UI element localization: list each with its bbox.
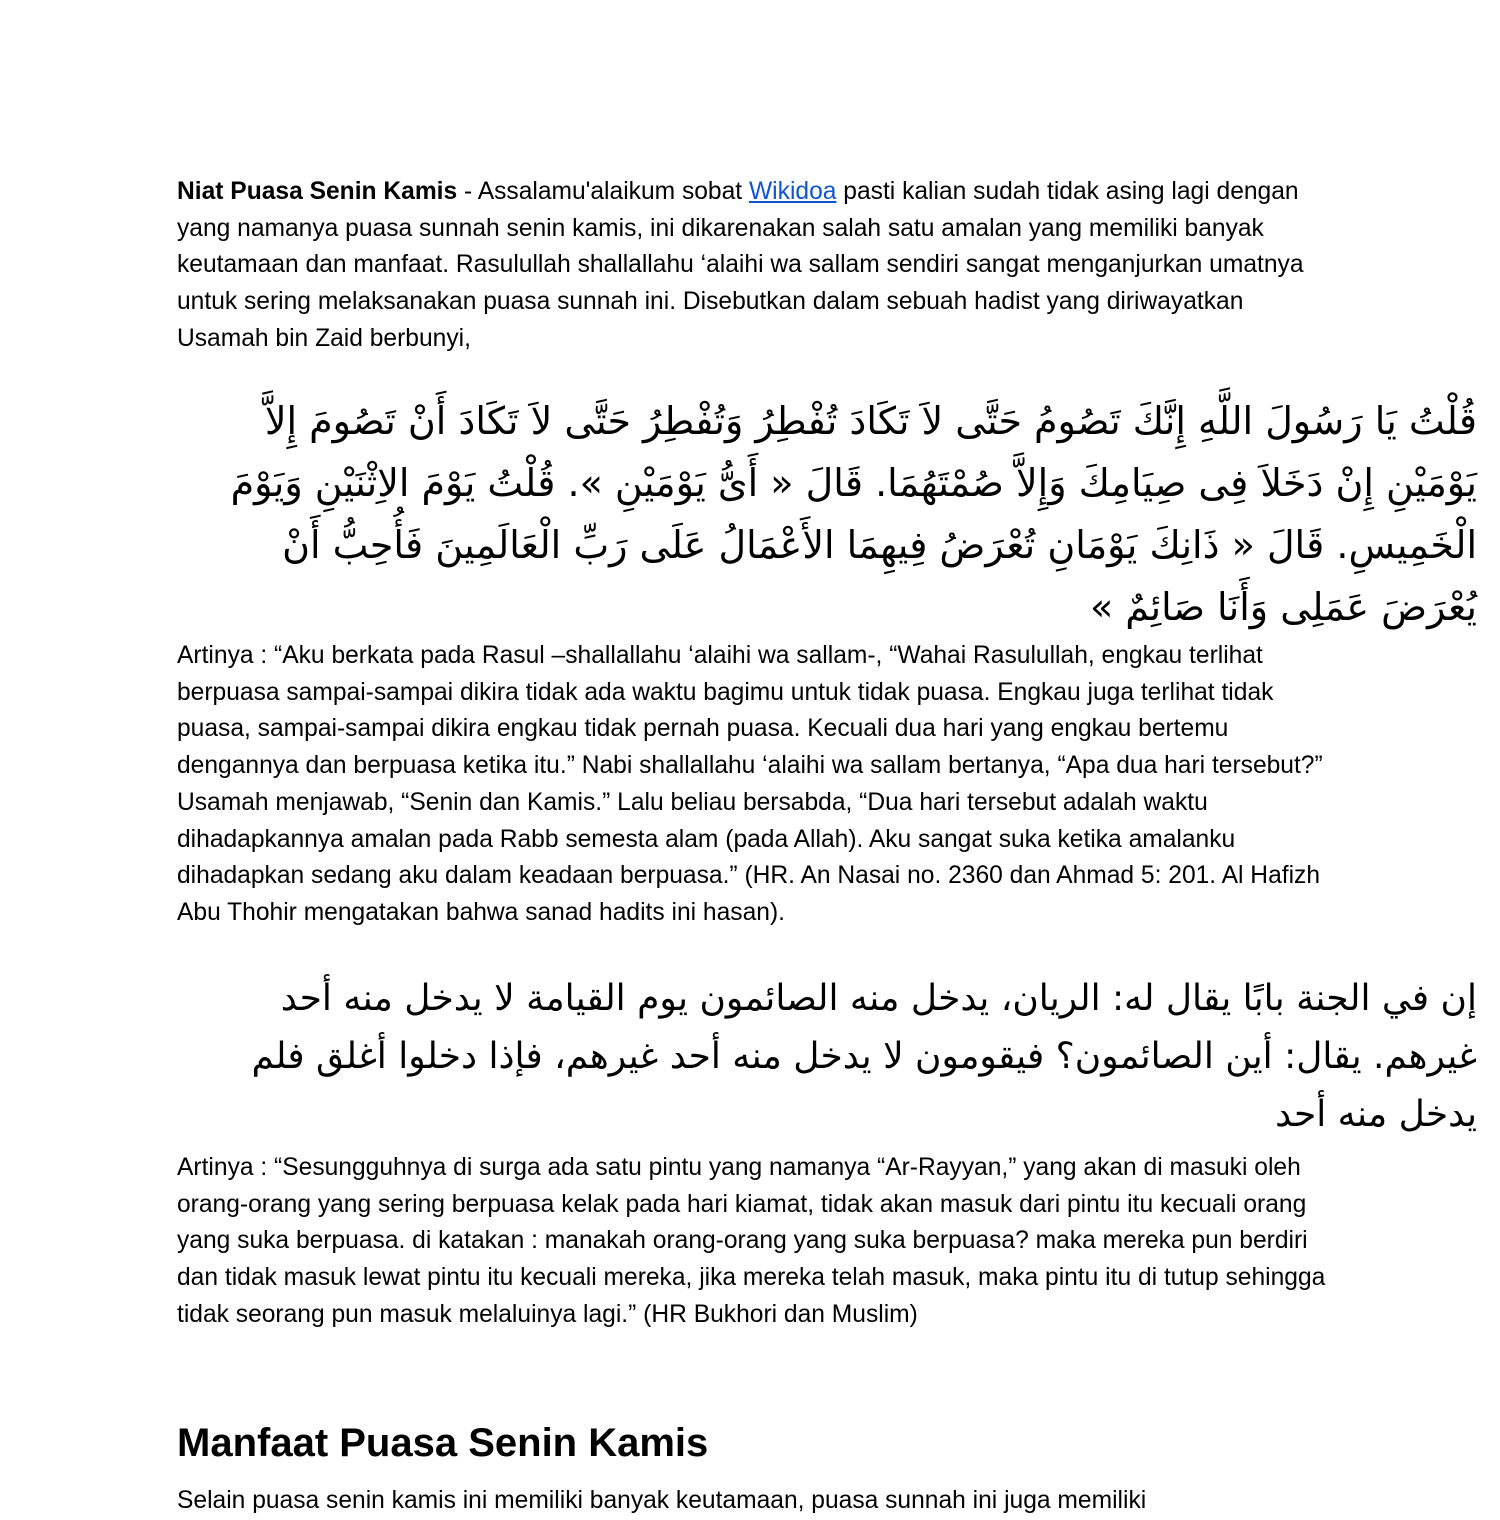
section-heading: Manfaat Puasa Senin Kamis <box>177 1421 709 1465</box>
intro-text-after-link: pasti kalian sudah tidak asing lagi dengan yang namanya puasa sunnah senin kamis, ini dikarenakan salah satu amalan yang memiliki banyak keutamaan dan manfaat. Rasulullah shallallahu ‘alaihi wa sallam sendiri sangat menganjurkan umatnya untuk sering melaksanakan puasa sunnah ini. Disebutkan dalam sebuah hadist yang diriwayatkan Usamah bin Zaid berbunyi, <box>177 178 1304 352</box>
wikidoa-link[interactable]: Wikidoa <box>748 178 837 205</box>
hadith2-arabic: إن في الجنة بابًا يقال له: الريان، يدخل منه الصائمون يوم القيامة لا يدخل منه أحد غيرهم. يقال: أين الصائمون؟ فيقومون لا يدخل منه أحد غيرهم، فإذا دخلوا أغلق فلم يدخل منه أحد <box>251 978 1477 1135</box>
hadith2-translation: Artinya : “Sesungguhnya di surga ada satu pintu yang namanya “Ar-Rayyan,” yang akan di masuki oleh orang-orang yang sering berpuasa kelak pada hari kiamat, tidak akan masuk dari pintu itu kecuali orang yang suka berpuasa. di katakan : manakah orang-orang yang suka berpuasa? maka mereka pun berdiri dan tidak masuk lewat pintu itu kecuali mereka, jika mereka telah masuk, maka pintu itu di tutup sehingga tidak seorang pun masuk melaluinya lagi.” (HR Bukhori dan Muslim) <box>177 1154 1326 1328</box>
intro-bold-title: Niat Puasa Senin Kamis <box>177 178 458 205</box>
section-first-paragraph: Selain puasa senin kamis ini memiliki banyak keutamaan, puasa sunnah ini juga memiliki <box>177 1487 1147 1514</box>
hadith1-translation: Artinya : “Aku berkata pada Rasul –shallallahu ‘alaihi wa sallam-, “Wahai Rasulullah, engkau terlihat berpuasa sampai-sampai dikira tidak ada waktu bagimu untuk tidak puasa. Engkau juga terlihat tidak puasa, sampai-sampai dikira engkau tidak pernah puasa. Kecuali dua hari yang engkau bertemu dengannya dan berpuasa ketika itu.” Nabi shallallahu ‘alaihi wa sallam bertanya, “Apa dua hari tersebut?” Usamah menjawab, “Senin dan Kamis.” Lalu beliau bersabda, “Dua hari tersebut adalah waktu dihadapkannya amalan pada Rabb semesta alam (pada Allah). Aku sangat suka ketika amalanku dihadapkan sedang aku dalam keadaan berpuasa.” (HR. An Nasai no. 2360 dan Ahmad 5: 201. Al Hafizh Abu Thohir mengatakan bahwa sanad hadits ini hasan). <box>177 642 1323 926</box>
intro-paragraph <box>177 174 1327 358</box>
intro-text-before-link: - Assalamu'alaikum sobat <box>457 178 749 205</box>
hadith1-arabic: قُلْتُ يَا رَسُولَ اللَّهِ إِنَّكَ تَصُومُ حَتَّى لاَ تَكَادَ تُفْطِرُ وَتُفْطِرُ حَتَّى لاَ تَكَادَ أَنْ تَصُومَ إِلاَّ يَوْمَيْنِ إِنْ دَخَلاَ فِى صِيَامِكَ وَإِلاَّ صُمْتَهُمَا. قَالَ « أَىُّ يَوْمَيْنِ ». قُلْتُ يَوْمَ الاِثْنَيْنِ وَيَوْمَ الْخَمِيسِ. قَالَ « ذَانِكَ يَوْمَانِ تُعْرَضُ فِيهِمَا الأَعْمَالُ عَلَى رَبِّ الْعَالَمِينَ فَأُحِبُّ أَنْ يُعْرَضَ عَمَلِى وَأَنَا صَائِمٌ » <box>230 399 1477 629</box>
